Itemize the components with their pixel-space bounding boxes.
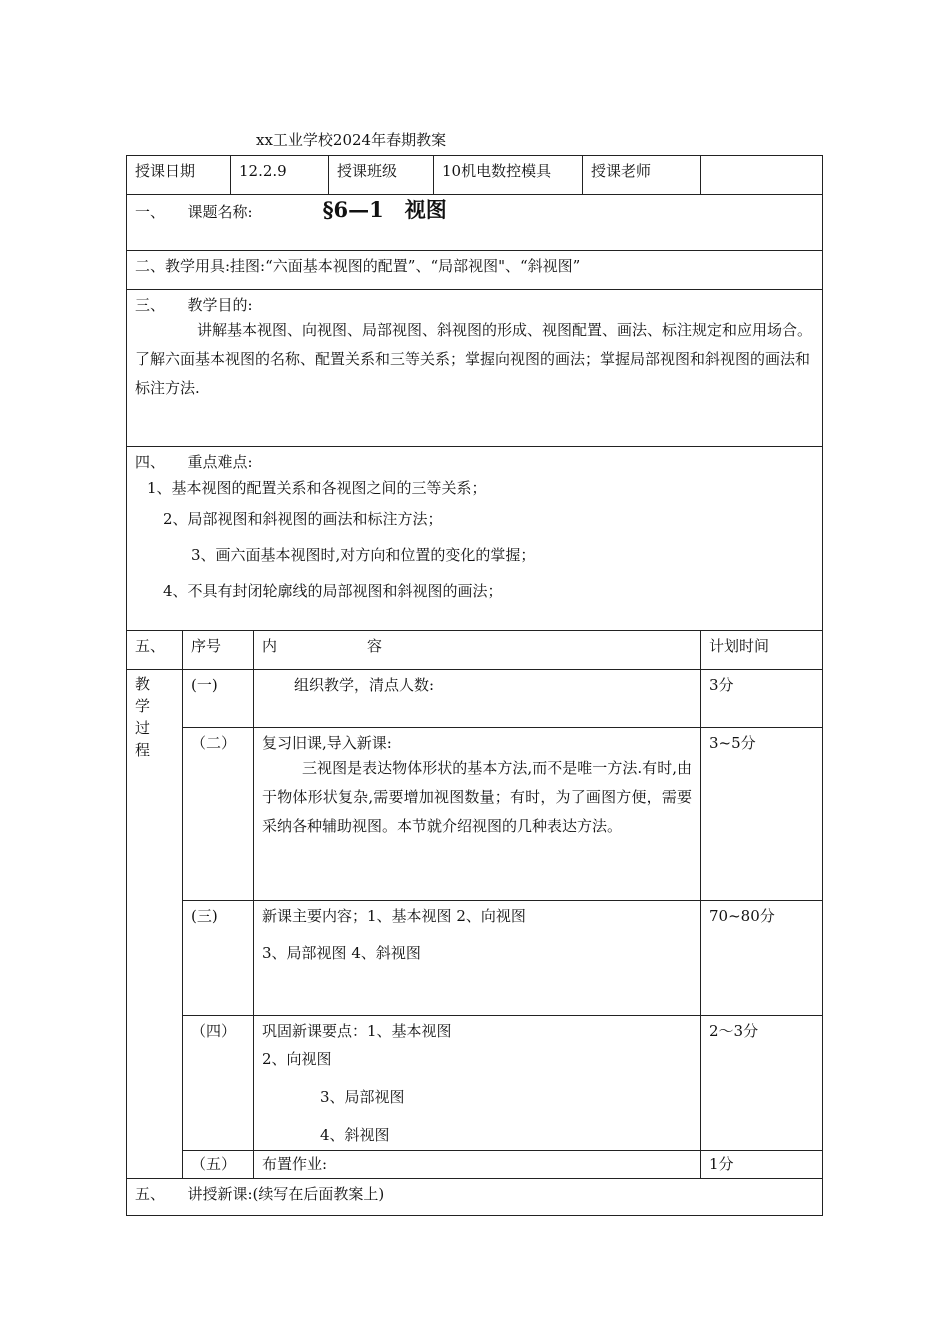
vertical-char: 教 [135,675,151,693]
class-label: 授课班级 [329,156,434,195]
document-title: xx工业学校2024年春期教案 [256,131,447,149]
vertical-char: 过 [135,719,151,737]
teaching-process-label [127,670,183,1179]
row-content: 4、斜视图 [320,1126,390,1144]
key-point-item: 1、基本视图的配置关系和各视图之间的三等关系； [147,479,487,497]
key-point-item: 4、不具有封闭轮廓线的局部视图和斜视图的画法； [163,582,503,600]
process-row [127,901,823,1016]
date-label: 授课日期 [127,156,231,195]
process-row [127,670,823,728]
process-row [127,728,823,901]
objectives-heading: 三、 教学目的: [135,296,253,314]
vertical-char: 学 [135,697,151,715]
topic-title: §6—1 视图 [322,197,447,222]
key-point-item: 2、局部视图和斜视图的画法和标注方法； [163,510,443,528]
vertical-char: 程 [135,741,151,759]
row-content: 复习旧课,导入新课: [262,734,392,752]
lesson-plan-table [126,155,823,1216]
tools-row [127,251,823,290]
process-section-label: 五、 [127,631,183,670]
row-time: 1分 [701,1151,823,1179]
row-content: 三视图是表达物体形状的基本方法,而不是唯一方法.有时,由于物体形状复杂,需要增加视图数量；有时，为了画图方便，需要采纳各种辅助视图。本节就介绍视图的几种表达方法。 [262,759,693,835]
row-seq: （四） [183,1016,254,1151]
col-content-header: 内 容 [254,631,701,670]
key-points-row [127,447,823,631]
process-row [127,1016,823,1151]
process-header-row [127,631,823,670]
row-content: 巩固新课要点：1、基本视图 [262,1022,452,1040]
row-content: 布置作业: [262,1155,328,1173]
row-content: 组织教学，清点人数: [294,676,435,694]
row-time: 3~5分 [701,728,823,901]
key-point-item: 3、画六面基本视图时,对方向和位置的变化的掌握； [191,546,536,564]
teacher-label: 授课老师 [583,156,701,195]
objectives-body: 讲解基本视图、向视图、局部视图、斜视图的形成、视图配置、画法、标注规定和应用场合。了解六面基本视图的名称、配置关系和三等关系；掌握向视图的画法；掌握局部视图和斜视图的画法和标注方法. [135,321,813,397]
topic-label: 一、 课题名称: [135,203,253,221]
info-row [127,156,823,195]
row-content: 3、局部视图 4、斜视图 [262,944,421,962]
date-value: 12.2.9 [231,156,329,195]
row-time: 2～3分 [701,1016,823,1151]
process-row [127,1151,823,1179]
col-time-header: 计划时间 [701,631,823,670]
teacher-value [701,156,823,195]
row-seq: （二） [183,728,254,901]
col-seq-header: 序号 [183,631,254,670]
row-seq: （五） [183,1151,254,1179]
key-points-heading: 四、 重点难点: [135,453,253,471]
row-seq: (三) [183,901,254,1016]
tools-text: 二、教学用具:挂图:“六面基本视图的配置”、“局部视图"、“斜视图” [127,251,823,290]
topic-row [127,195,823,251]
objectives-row [127,290,823,447]
footer-row [127,1179,823,1216]
row-content: 3、局部视图 [320,1088,405,1106]
footer-text: 五、 讲授新课:(续写在后面教案上) [127,1179,823,1216]
row-content: 2、向视图 [262,1050,332,1068]
class-value: 10机电数控模具 [434,156,583,195]
row-content: 新课主要内容；1、基本视图 2、向视图 [262,907,526,925]
row-time: 70~80分 [701,901,823,1016]
row-seq: (一) [183,670,254,728]
row-time: 3分 [701,670,823,728]
